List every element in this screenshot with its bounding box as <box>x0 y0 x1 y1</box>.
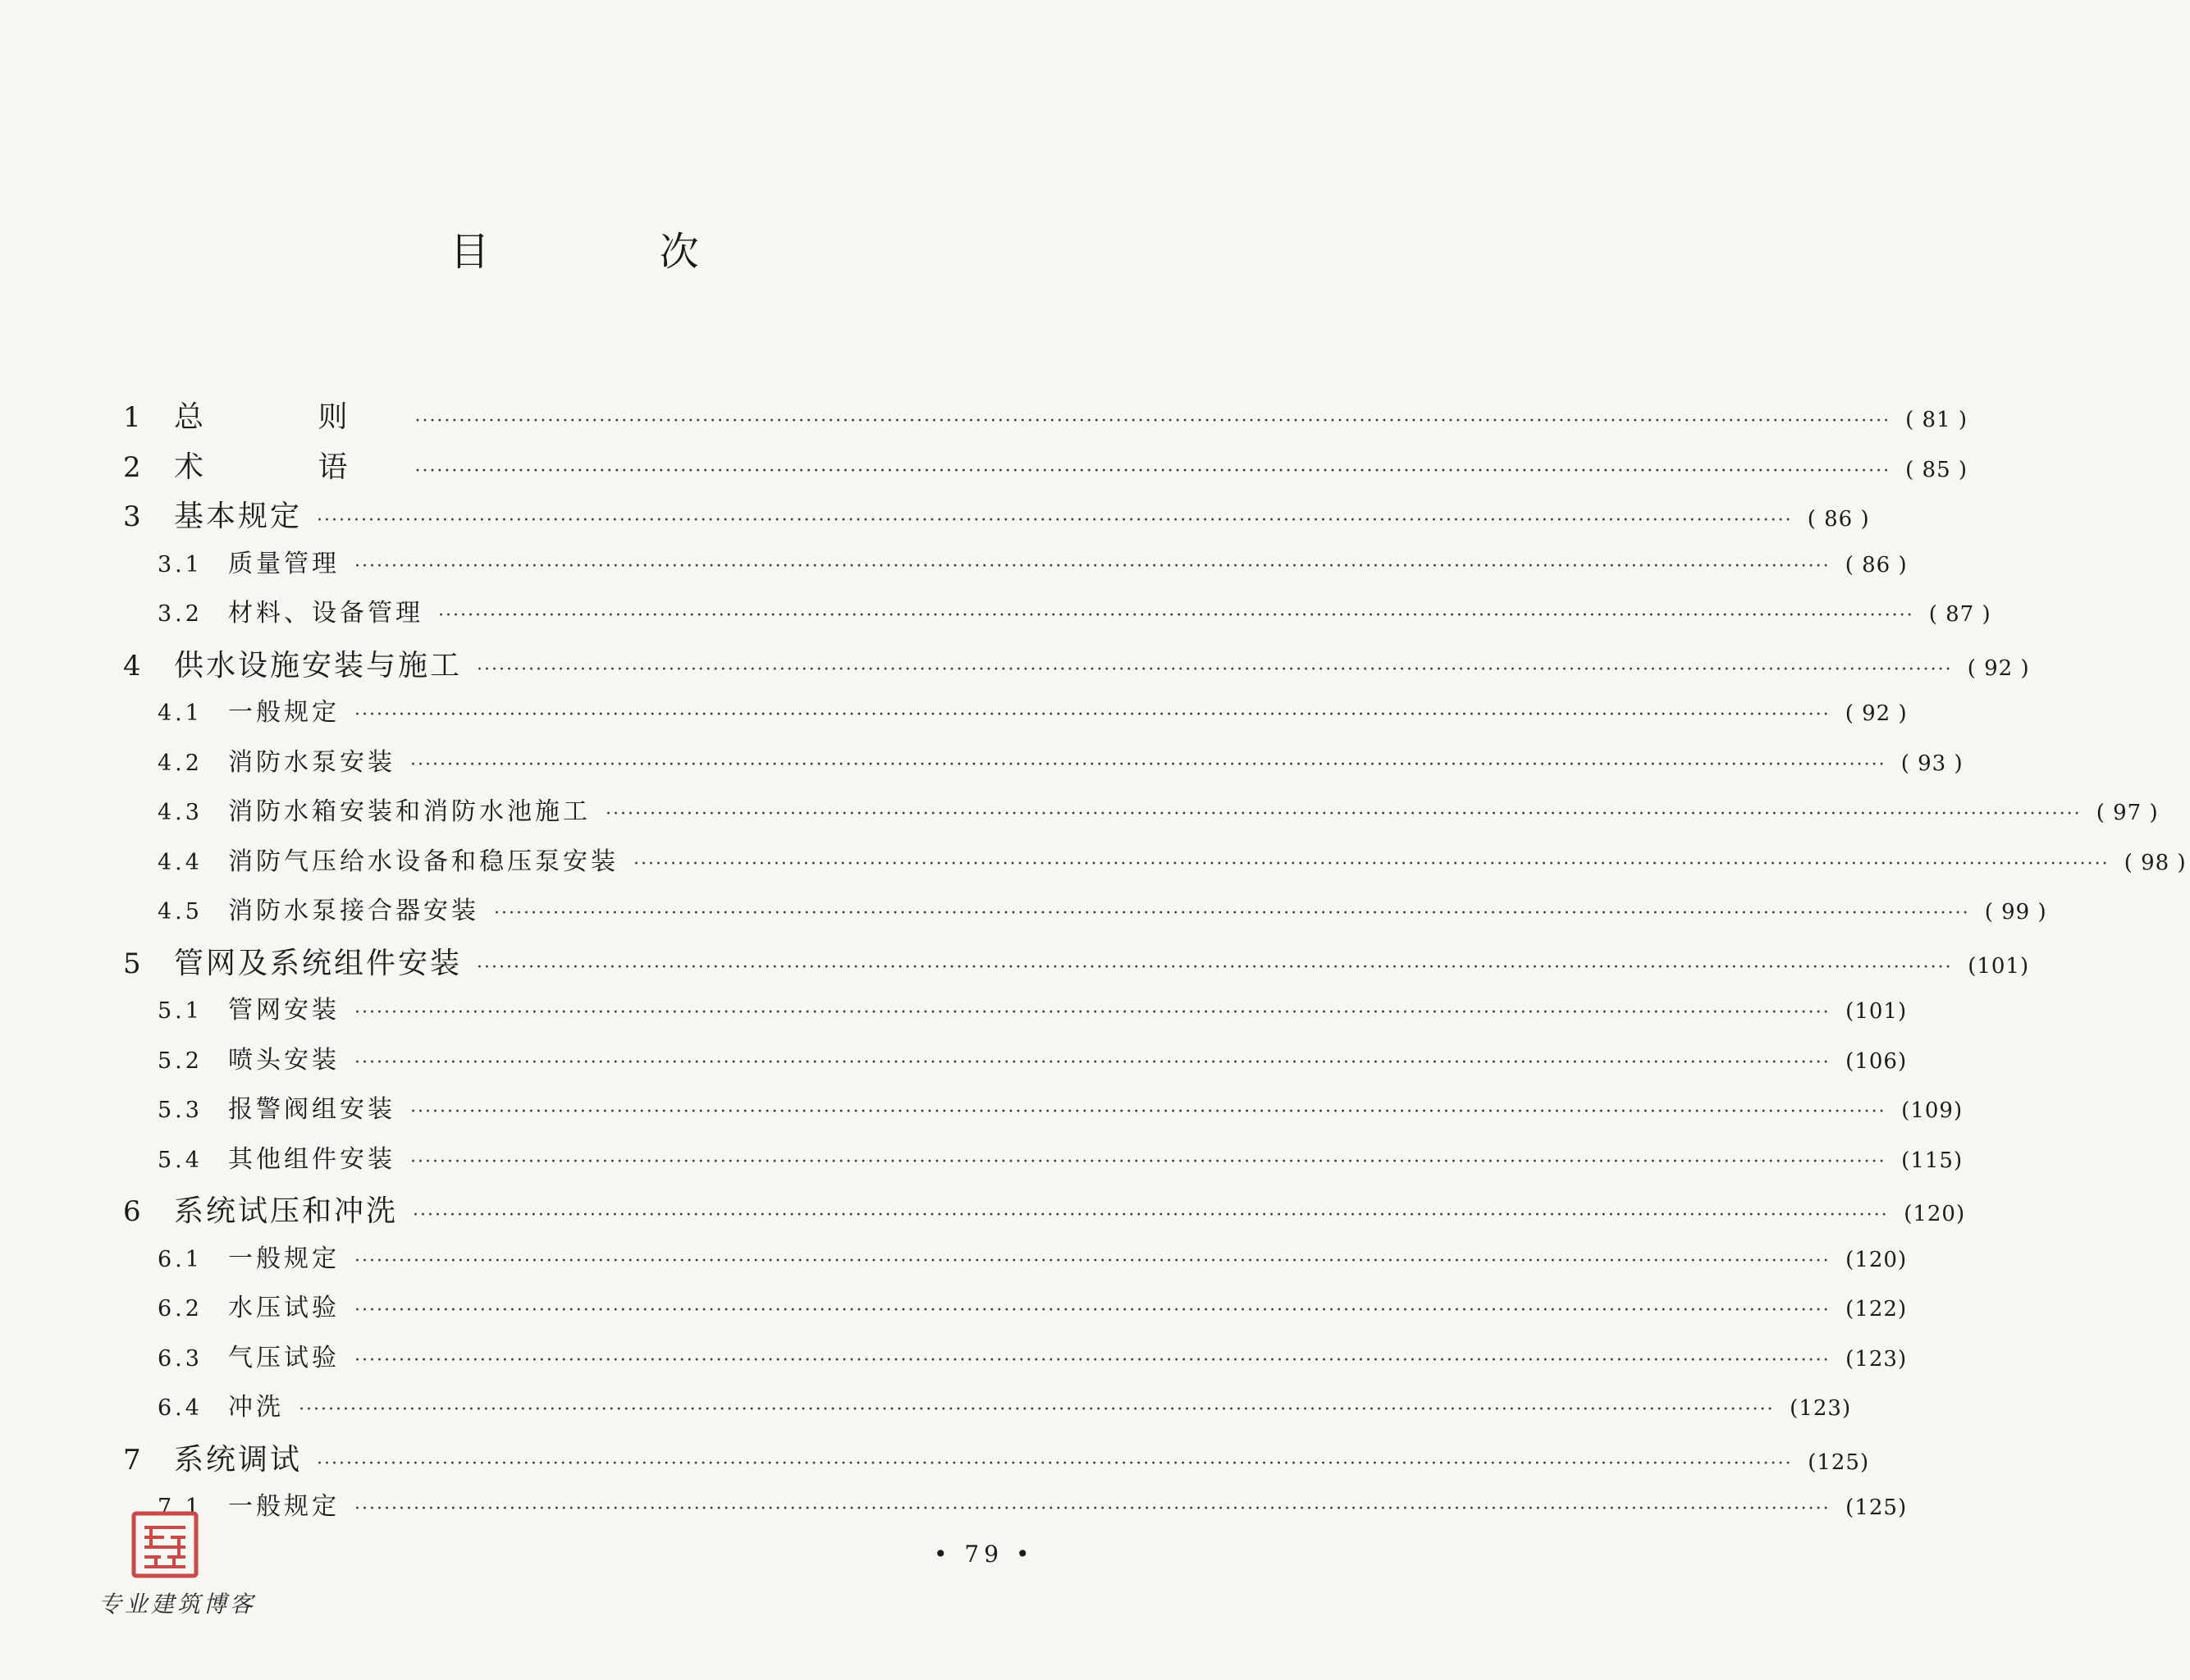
toc-section-entry[interactable] <box>123 791 2159 841</box>
toc-entry-title: 一般规定 <box>228 1244 340 1273</box>
toc-entry-title: 管网及系统组件安装 <box>174 946 463 980</box>
toc-entry-number: 6.4 <box>158 1395 203 1421</box>
toc-section-entry[interactable] <box>123 543 1908 593</box>
toc-section-entry[interactable] <box>123 1386 1852 1436</box>
toc-entry-title: 总 则 <box>174 400 400 434</box>
toc-entry-title: 水压试验 <box>228 1294 340 1322</box>
dot-leader: ········································································································································································································ <box>606 804 2082 824</box>
toc-section-entry[interactable] <box>123 1089 1964 1139</box>
toc-entry-title: 消防水泵安装 <box>228 747 395 777</box>
toc-entry-title: 其他组件安装 <box>228 1144 395 1174</box>
toc-entry-number: 7.1 <box>158 1495 203 1520</box>
toc-chapter-entry[interactable] <box>123 642 2030 692</box>
seal-stamp-icon <box>131 1511 199 1578</box>
toc-entry-title: 材料、设备管理 <box>228 599 423 628</box>
dot-leader: ········································································································································································································ <box>494 903 1970 924</box>
dot-leader: ········································································································································································································ <box>414 411 1891 431</box>
toc-section-entry[interactable] <box>123 1039 1908 1089</box>
toc-section-entry[interactable] <box>123 592 1991 642</box>
toc-entry-number: 4.1 <box>158 701 203 726</box>
toc-entry-number: 5.4 <box>158 1147 203 1173</box>
toc-page-reference: (125) <box>1808 1449 1870 1475</box>
toc-entry-number: 5 <box>123 947 141 980</box>
watermark-text: 专业建筑博客 <box>98 1591 257 1618</box>
toc-page-reference: (109) <box>1901 1098 1964 1123</box>
toc-chapter-entry[interactable] <box>123 444 1968 494</box>
toc-entry-title: 一般规定 <box>228 698 340 727</box>
toc-section-entry[interactable] <box>123 1287 1908 1337</box>
dot-leader: ········································································································································································································ <box>410 1102 1886 1122</box>
dot-leader: ········································································································································································································ <box>438 605 1914 626</box>
dot-leader: ········································································································································································································ <box>354 1250 1831 1271</box>
dot-leader: ········································································································································································································ <box>413 1205 1889 1226</box>
toc-entry-number: 5.1 <box>158 998 203 1024</box>
dot-leader: ········································································································································································································ <box>354 1349 1831 1371</box>
toc-page-reference: ( 99 ) <box>1984 900 2047 924</box>
toc-chapter-entry[interactable] <box>123 940 2030 990</box>
toc-entry-title: 基本规定 <box>174 500 303 533</box>
toc-section-entry[interactable] <box>123 1486 1908 1536</box>
page-title: 目 次 <box>450 229 778 275</box>
dot-leader: ········································································································································································································ <box>354 1300 1831 1321</box>
dot-leader: ········································································································································································································ <box>410 1151 1886 1172</box>
toc-page-reference: (123) <box>1790 1396 1852 1421</box>
dot-leader: ········································································································································································································ <box>299 1399 1775 1420</box>
toc-page-reference: ( 97 ) <box>2096 801 2159 825</box>
toc-section-entry[interactable] <box>123 742 1964 792</box>
toc-entry-number: 5.2 <box>158 1048 203 1074</box>
toc-section-entry[interactable] <box>123 989 1908 1039</box>
dot-leader: ········································································································································································································ <box>633 853 2110 874</box>
toc-entry-title: 管网安装 <box>228 996 340 1025</box>
toc-page-reference: (106) <box>1845 1048 1908 1074</box>
toc-chapter-entry[interactable] <box>123 394 1968 444</box>
toc-page-reference: ( 92 ) <box>1967 655 2030 681</box>
toc-section-entry[interactable] <box>123 692 1908 742</box>
toc-entry-number: 7 <box>123 1443 141 1477</box>
dot-leader: ········································································································································································································ <box>354 1499 1831 1519</box>
toc-chapter-entry[interactable] <box>123 1188 1966 1238</box>
toc-entry-title: 消防水泵接合器安装 <box>228 897 479 925</box>
toc-chapter-entry[interactable] <box>123 1436 1870 1486</box>
dot-leader: ········································································································································································································ <box>354 1002 1831 1023</box>
toc-page-reference: ( 85 ) <box>1905 457 1968 482</box>
toc-entry-number: 4.5 <box>158 899 203 924</box>
toc-entry-title: 术 语 <box>174 450 400 484</box>
toc-section-entry[interactable] <box>123 1139 1964 1189</box>
toc-entry-title: 喷头安装 <box>228 1045 340 1075</box>
toc-section-entry[interactable] <box>123 1337 1908 1387</box>
toc-entry-number: 4.2 <box>158 750 203 776</box>
toc-chapter-entry[interactable] <box>123 493 1870 543</box>
toc-entry-number: 2 <box>123 450 141 484</box>
toc-entry-title: 系统调试 <box>174 1442 303 1477</box>
toc-entry-number: 6.3 <box>158 1345 203 1372</box>
dot-leader: ········································································································································································································ <box>354 1052 1831 1073</box>
toc-section-entry[interactable] <box>123 890 2047 940</box>
toc-page-reference: (125) <box>1845 1495 1908 1520</box>
toc-page-reference: (115) <box>1901 1148 1964 1173</box>
toc-entry-title: 气压试验 <box>228 1343 340 1372</box>
toc-entry-number: 4.3 <box>158 800 203 825</box>
toc-page-reference: (120) <box>1845 1247 1908 1272</box>
toc-entry-title: 消防水箱安装和消防水池施工 <box>228 797 591 826</box>
toc-entry-number: 6 <box>123 1195 141 1228</box>
toc-entry-title: 一般规定 <box>228 1492 340 1521</box>
page-number: • 79 • <box>934 1541 1035 1568</box>
toc-page-reference: ( 93 ) <box>1900 751 1964 776</box>
toc-page-reference: (123) <box>1845 1346 1908 1372</box>
toc-entry-number: 4.4 <box>158 849 203 875</box>
toc-entry-number: 5.3 <box>158 1098 203 1123</box>
toc-page-reference: (101) <box>1845 999 1908 1024</box>
toc-section-entry[interactable] <box>123 841 2187 891</box>
dot-leader: ········································································································································································································ <box>477 659 1953 680</box>
toc-entry-number: 6.1 <box>158 1246 203 1272</box>
toc-section-entry[interactable] <box>123 1238 1908 1288</box>
toc-page-reference: (120) <box>1904 1202 1966 1226</box>
toc-page-reference: ( 92 ) <box>1845 701 1908 726</box>
dot-leader: ········································································································································································································ <box>317 510 1793 531</box>
toc-entry-number: 3 <box>123 500 141 533</box>
toc-page-reference: ( 86 ) <box>1845 552 1908 578</box>
toc-entry-title: 消防气压给水设备和稳压泵安装 <box>228 847 619 876</box>
dot-leader: ········································································································································································································ <box>477 956 1953 978</box>
toc-entry-title: 供水设施安装与施工 <box>174 648 463 682</box>
toc-entry-title: 系统试压和冲洗 <box>174 1194 399 1228</box>
dot-leader: ········································································································································································································ <box>317 1453 1793 1474</box>
toc-page-reference: (101) <box>1968 953 2030 979</box>
dot-leader: ········································································································································································································ <box>354 555 1831 577</box>
toc-page-reference: ( 87 ) <box>1928 602 1991 627</box>
table-of-contents <box>123 394 2187 1536</box>
toc-entry-number: 4 <box>123 649 141 682</box>
toc-entry-number: 3.2 <box>158 601 203 627</box>
toc-page-reference: ( 86 ) <box>1807 507 1870 532</box>
toc-entry-title: 报警阀组安装 <box>228 1095 395 1124</box>
dot-leader: ········································································································································································································ <box>414 460 1891 482</box>
toc-entry-number: 1 <box>123 401 141 434</box>
dot-leader: ········································································································································································································ <box>410 754 1886 775</box>
toc-page-reference: ( 81 ) <box>1905 408 1968 432</box>
toc-entry-number: 6.2 <box>158 1296 203 1322</box>
toc-entry-title: 质量管理 <box>228 549 340 578</box>
dot-leader: ········································································································································································································ <box>354 705 1831 725</box>
toc-entry-title: 冲洗 <box>228 1393 284 1422</box>
toc-entry-number: 3.1 <box>158 551 203 578</box>
toc-page-reference: ( 98 ) <box>2124 850 2187 875</box>
toc-page-reference: (122) <box>1845 1297 1908 1322</box>
